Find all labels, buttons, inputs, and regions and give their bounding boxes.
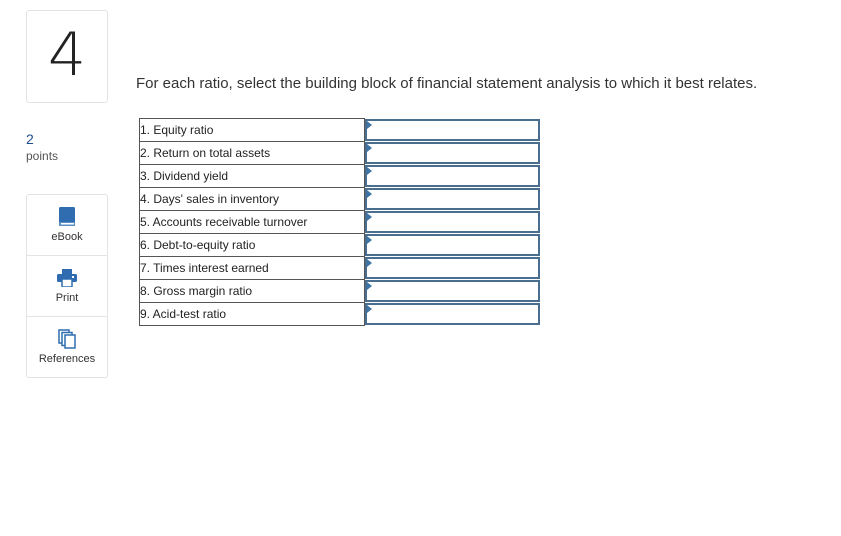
references-button[interactable] <box>27 317 107 378</box>
ebook-label: eBook <box>51 231 83 243</box>
dropdown-arrow-icon <box>367 190 372 198</box>
table-row <box>140 280 541 303</box>
table-row <box>140 303 541 326</box>
copy-icon <box>57 329 77 349</box>
ratio-label: 1. Equity ratio <box>140 119 365 142</box>
dropdown-arrow-icon <box>367 259 372 267</box>
table-row <box>140 165 541 188</box>
table-row <box>140 211 541 234</box>
ratio-label: 7. Times interest earned <box>140 257 365 280</box>
building-block-dropdown[interactable] <box>365 234 540 256</box>
points-value: 2 <box>26 131 34 147</box>
table-row <box>140 142 541 165</box>
building-block-dropdown[interactable] <box>365 165 540 187</box>
table-row <box>140 119 541 142</box>
ratio-label: 3. Dividend yield <box>140 165 365 188</box>
ratio-label: 4. Days' sales in inventory <box>140 188 365 211</box>
ratio-matching-table <box>139 118 541 326</box>
building-block-dropdown[interactable] <box>365 142 540 164</box>
references-label: References <box>38 353 96 365</box>
print-label: Print <box>55 292 79 304</box>
ratio-label: 5. Accounts receivable turnover <box>140 211 365 234</box>
table-row <box>140 257 541 280</box>
building-block-dropdown[interactable] <box>365 257 540 279</box>
table-row <box>140 188 541 211</box>
building-block-dropdown[interactable] <box>365 119 540 141</box>
tools-panel <box>26 194 108 378</box>
ratio-label: 2. Return on total assets <box>140 142 365 165</box>
question-prompt: For each ratio, select the building block of financial statement analysis to which it best relates. <box>136 75 758 92</box>
printer-icon <box>57 268 77 288</box>
points-info <box>26 131 58 164</box>
dropdown-arrow-icon <box>367 236 372 244</box>
building-block-dropdown[interactable] <box>365 280 540 302</box>
ebook-button[interactable] <box>27 195 107 256</box>
book-icon <box>57 207 77 227</box>
building-block-dropdown[interactable] <box>365 188 540 210</box>
dropdown-arrow-icon <box>367 305 372 313</box>
question-number-box <box>26 10 108 103</box>
print-button[interactable] <box>27 256 107 317</box>
dropdown-arrow-icon <box>367 167 372 175</box>
ratio-label: 9. Acid-test ratio <box>140 303 365 326</box>
dropdown-arrow-icon <box>367 282 372 290</box>
points-label: points <box>26 149 59 163</box>
dropdown-arrow-icon <box>367 121 372 129</box>
ratio-label: 6. Debt-to-equity ratio <box>140 234 365 257</box>
building-block-dropdown[interactable] <box>365 303 540 325</box>
building-block-dropdown[interactable] <box>365 211 540 233</box>
dropdown-arrow-icon <box>367 144 372 152</box>
ratio-label: 8. Gross margin ratio <box>140 280 365 303</box>
dropdown-arrow-icon <box>367 213 372 221</box>
table-row <box>140 234 541 257</box>
question-number: 4 <box>47 19 87 90</box>
